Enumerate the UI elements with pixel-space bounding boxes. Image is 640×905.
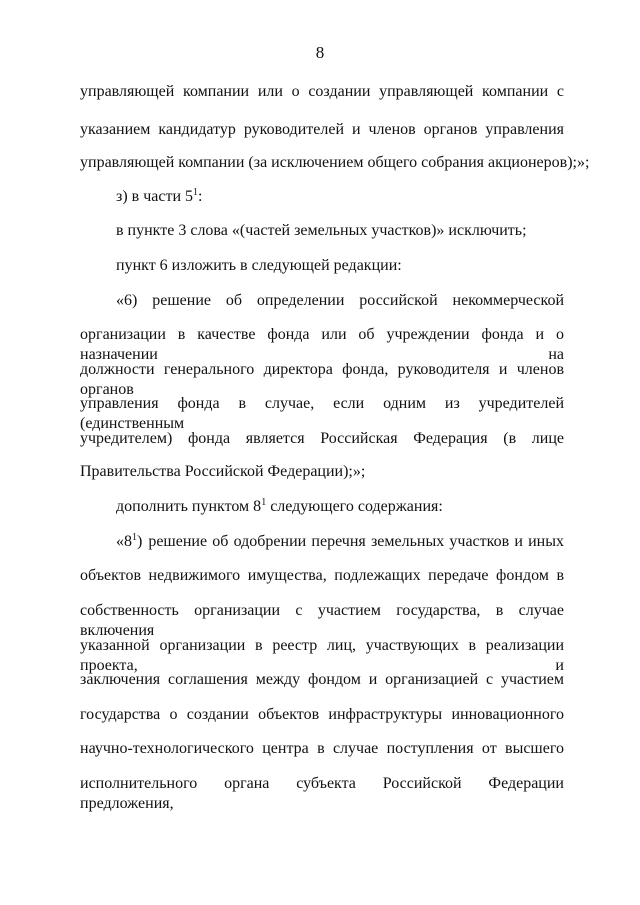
- point-8-item-text: решение об одобрении перечня земельных участков и иных: [148, 533, 564, 550]
- text-line-16: объектов недвижимого имущества, подлежащих передаче фондом в: [80, 567, 564, 584]
- point-8-intro-suffix: следующего содержания:: [266, 498, 443, 515]
- text-line-11: учредителем) фонда является Российская Федерация (в лице: [80, 430, 564, 447]
- text-line-6: пункт 6 изложить в следующей редакции:: [116, 257, 402, 274]
- page-number: 8: [315, 43, 325, 62]
- text-line-19: заключения соглашения между фондом и организацией с участием: [80, 671, 564, 688]
- text-line-3: управляющей компании (за исключением общего собрания акционеров);»;: [80, 154, 590, 171]
- point-8-item-superscript: 1: [132, 532, 137, 543]
- point-8-item-number: «$8^1$): [116, 532, 143, 550]
- point-8-intro-text: дополнить пунктом 8: [116, 498, 262, 515]
- text-line-10: управления фонда в случае, если одним из учредителей (единственным: [80, 395, 564, 432]
- point-8-item-line: [116, 532, 564, 552]
- part-5-colon: :: [198, 188, 203, 205]
- text-line-2: указанием кандидатур руководителей и членов органов управления: [80, 121, 564, 138]
- text-line-20: государства о создании объектов инфраструктуры инновационного: [80, 706, 564, 723]
- part-5-heading: [116, 187, 564, 207]
- text-line-12: Правительства Российской Федерации);»;: [80, 463, 366, 480]
- text-line-7: «6) решение об определении российской некоммерческой: [116, 292, 564, 309]
- part-5-superscript: 1: [193, 187, 199, 198]
- part-5-text: з) в части 5: [116, 188, 194, 205]
- text-line-1: управляющей компании или о создании управляющей компании с: [80, 83, 564, 100]
- text-line-22: исполнительного органа субъекта Российской Федерации предложения,: [80, 775, 564, 812]
- text-line-17: собственность организации с участием государства, в случае включения: [80, 602, 564, 639]
- point-8-intro-superscript: 1: [261, 497, 267, 508]
- point-8-intro: [116, 497, 564, 517]
- text-line-5: в пункте 3 слова «(частей земельных участков)» исключить;: [116, 222, 527, 239]
- text-line-21: научно-технологического центра в случае поступления от высшего: [80, 740, 564, 757]
- text-line-8: организации в качестве фонда или об учреждении фонда и о назначении на: [80, 326, 564, 363]
- text-line-9: должности генерального директора фонда, руководителя и членов органов: [80, 361, 564, 398]
- text-line-18: указанной организации в реестр лиц, участвующих в реализации проекта, и: [80, 637, 564, 674]
